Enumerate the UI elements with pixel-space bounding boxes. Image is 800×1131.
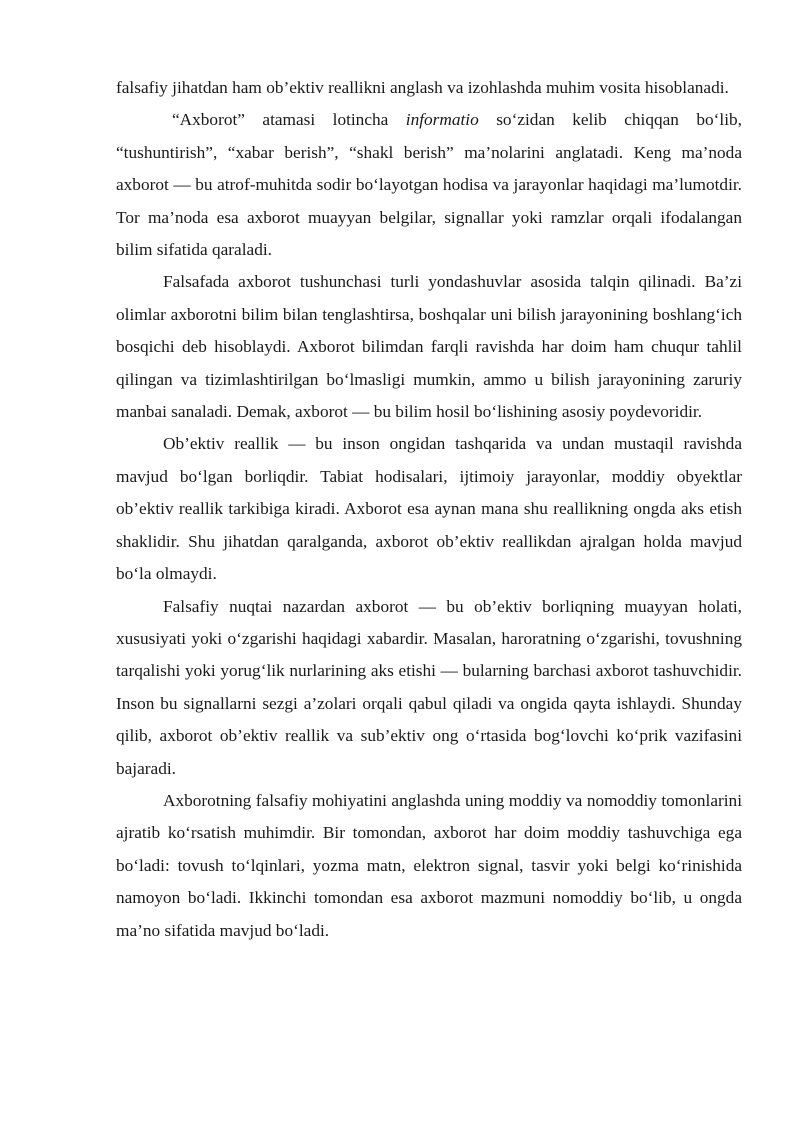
- paragraph-text-after: so‘zidan kelib chiqqan bo‘lib, “tushuntirish”, “xabar berish”, “shakl berish” ma’nolarini anglatadi. Keng ma’noda axborot — bu atrof-muhitda sodir bo‘layotgan hodisa va jarayonlar haqidagi ma’lumotdir. Tor ma’noda esa axborot muayyan belgilar, signallar yoki ramzlar orqali ifodalangan bilim sifatida qaraladi.: [116, 110, 742, 260]
- document-page: [116, 72, 742, 947]
- paragraph-continuation: falsafiy jihatdan ham ob’ektiv reallikni anglash va izohlashda muhim vosita hisoblanadi.: [116, 78, 729, 97]
- paragraph-philosophy-approaches: Falsafada axborot tushunchasi turli yondashuvlar asosida talqin qilinadi. Ba’zi olimlar axborotni bilim bilan tenglashtirsa, boshqalar uni bilish jarayonining boshlang‘ich bosqichi deb hisoblaydi. Axborot bilimdan farqli ravishda har doim ham chuqur tahlil qilingan va tizimlashtirilgan bo‘lmasligi mumkin, ammo u bilish jarayonining zaruriy manbai sanaladi. Demak, axborot — bu bilim hosil bo‘lishining asosiy poydevoridir.: [116, 272, 742, 422]
- paragraph-text-before: “Axborot” atamasi lotincha: [172, 110, 406, 130]
- paragraph-material-immaterial: Axborotning falsafiy mohiyatini anglashda uning moddiy va nomoddiy tomonlarini ajratib ko‘rsatish muhimdir. Bir tomondan, axborot har doim moddiy tashuvchiga ega bo‘ladi: tovush to‘lqinlari, yozma matn, elektron signal, tasvir yoki belgi ko‘rinishida namoyon bo‘ladi. Ikkinchi tomondan esa axborot mazmuni nomoddiy bo‘lib, u ongda ma’no sifatida mavjud bo‘ladi.: [116, 790, 742, 940]
- paragraph-objective-reality: Ob’ektiv reallik — bu inson ongidan tashqarida va undan mustaqil ravishda mavjud bo‘lgan borliqdir. Tabiat hodisalari, ijtimoiy jarayonlar, moddiy obyektlar ob’ektiv reallik tarkibiga kiradi. Axborot esa aynan mana shu reallikning ongda aks etish shaklidir. Shu jihatdan qaralganda, axborot ob’ektiv reallikdan ajralgan holda mavjud bo‘la olmaydi.: [116, 434, 742, 584]
- emphasis-term: informatio: [405, 110, 479, 130]
- paragraph-philosophical-viewpoint: Falsafiy nuqtai nazardan axborot — bu ob’ektiv borliqning muayyan holati, xususiyati yoki o‘zgarishi haqidagi xabardir. Masalan, haroratning o‘zgarishi, tovushning tarqalishi yoki yorug‘lik nurlarining aks etishi — bularning barchasi axborot tashuvchidir. Inson bu signallarni sezgi a’zolari orqali qabul qiladi va ongida qayta ishlaydi. Shunday qilib, axborot ob’ektiv reallik va sub’ektiv ong o‘rtasida bog‘lovchi ko‘prik vazifasini bajaradi.: [116, 596, 742, 778]
- paragraph-axborot-definition: [116, 104, 742, 266]
